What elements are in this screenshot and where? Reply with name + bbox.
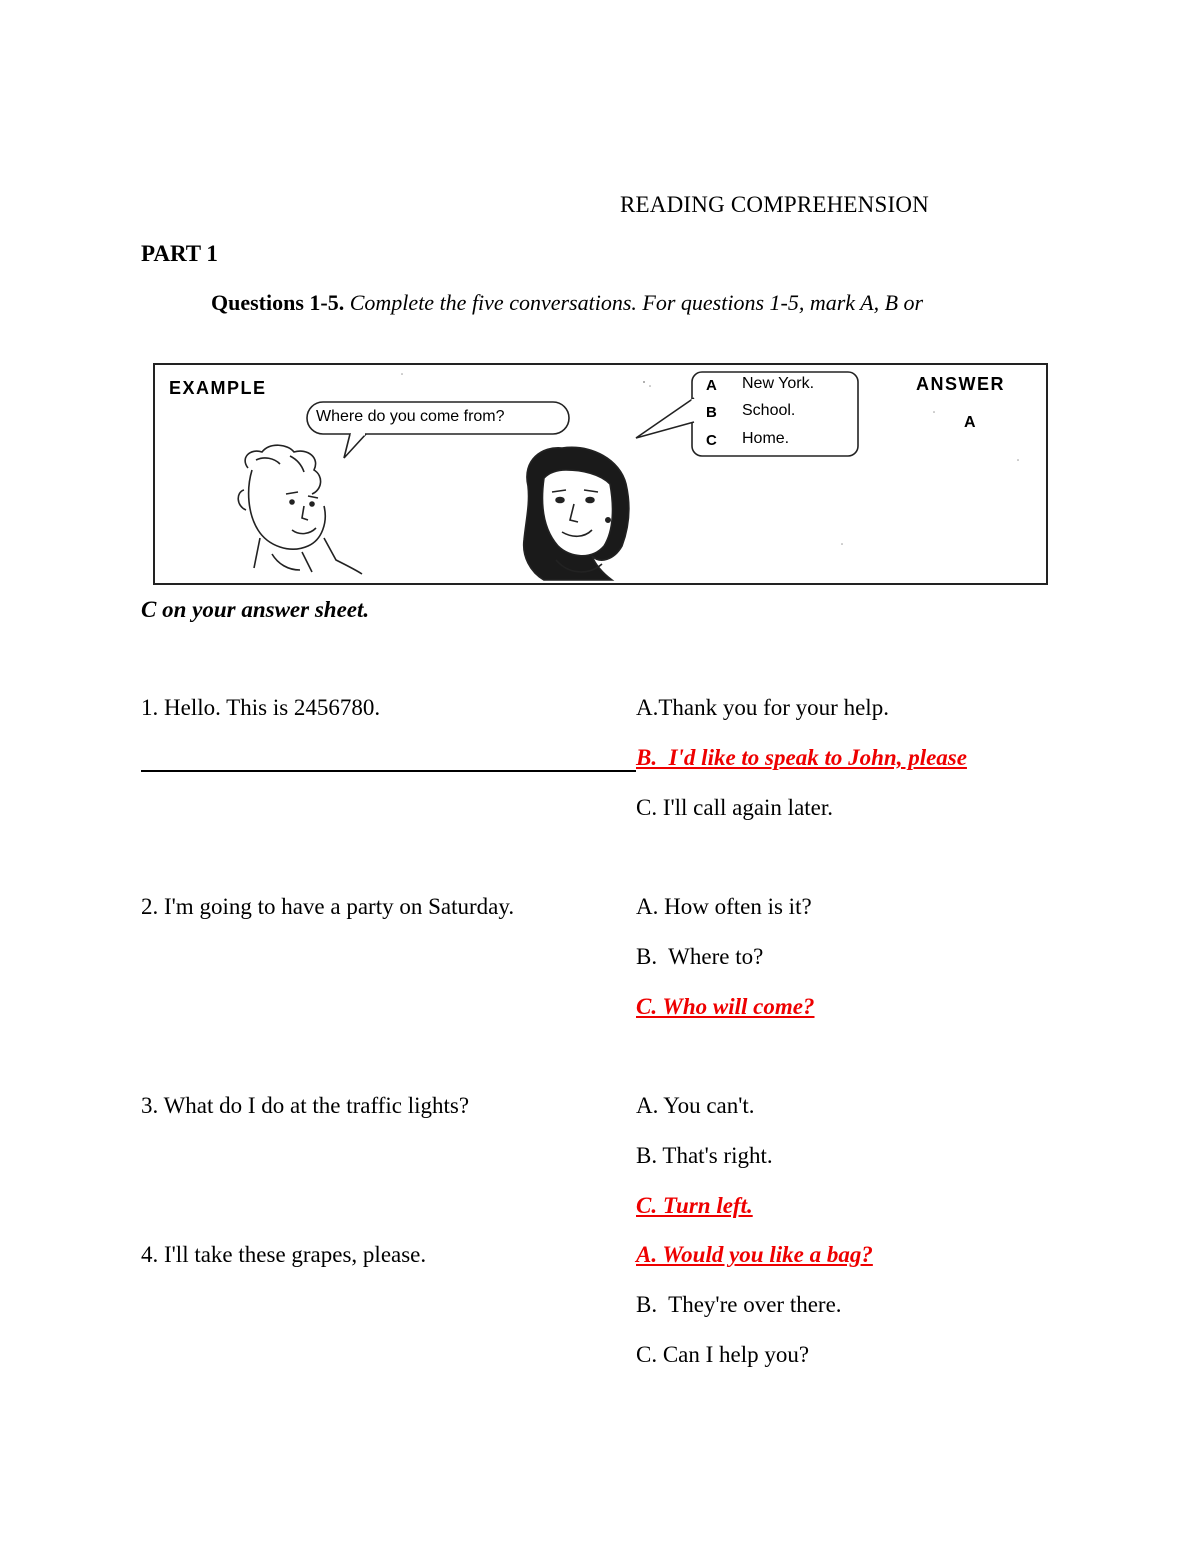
question-3-option-c-correct: C. Turn left. xyxy=(636,1193,753,1218)
example-option-text: School. xyxy=(742,402,796,419)
example-option-text: New York. xyxy=(742,375,815,392)
example-drawing xyxy=(152,360,1049,586)
boy-drawing xyxy=(238,445,362,574)
question-3-option-b: B. That's right. xyxy=(636,1143,773,1168)
instructions-continuation: C on your answer sheet. xyxy=(141,597,370,622)
example-label: EXAMPLE xyxy=(169,378,267,398)
instructions-body: Complete the five conversations. For questions 1-5, mark A, B or xyxy=(344,290,924,315)
question-2-prompt: 2. I'm going to have a party on Saturday. xyxy=(141,894,515,919)
question-1-option-a: A.Thank you for your help. xyxy=(636,695,889,720)
question-1-option-c: C. I'll call again later. xyxy=(636,795,834,820)
example-illustration xyxy=(152,360,1049,586)
girl-drawing xyxy=(524,447,629,580)
instructions-lead: Questions 1-5. xyxy=(211,290,345,315)
question-2-option-c-correct: C. Who will come? xyxy=(636,994,815,1019)
question-4-option-b: B. They're over there. xyxy=(636,1292,842,1317)
page-title: READING COMPREHENSION xyxy=(620,192,929,217)
question-4-prompt: 4. I'll take these grapes, please. xyxy=(141,1242,427,1267)
question-3-option-a: A. You can't. xyxy=(636,1093,755,1118)
example-option-letter: A xyxy=(706,377,717,394)
answer-value: A xyxy=(964,414,976,431)
part-heading: PART 1 xyxy=(141,241,218,266)
question-2-option-a: A. How often is it? xyxy=(636,894,812,919)
question-1-option-b-correct: B. I'd like to speak to John, please xyxy=(636,745,967,770)
example-question: Where do you come from? xyxy=(316,408,505,425)
question-1-prompt: 1. Hello. This is 2456780. xyxy=(141,695,381,720)
question-2-option-b: B. Where to? xyxy=(636,944,764,969)
example-option-text: Home. xyxy=(742,430,790,447)
example-option-letter: B xyxy=(706,404,717,421)
question-3-prompt: 3. What do I do at the traffic lights? xyxy=(141,1093,470,1118)
question-4-option-c: C. Can I help you? xyxy=(636,1342,810,1367)
instructions xyxy=(211,290,923,316)
answer-label: ANSWER xyxy=(916,374,1005,394)
answer-line xyxy=(141,770,636,772)
example-option-letter: C xyxy=(706,432,717,449)
question-4-option-a-correct: A. Would you like a bag? xyxy=(636,1242,873,1267)
